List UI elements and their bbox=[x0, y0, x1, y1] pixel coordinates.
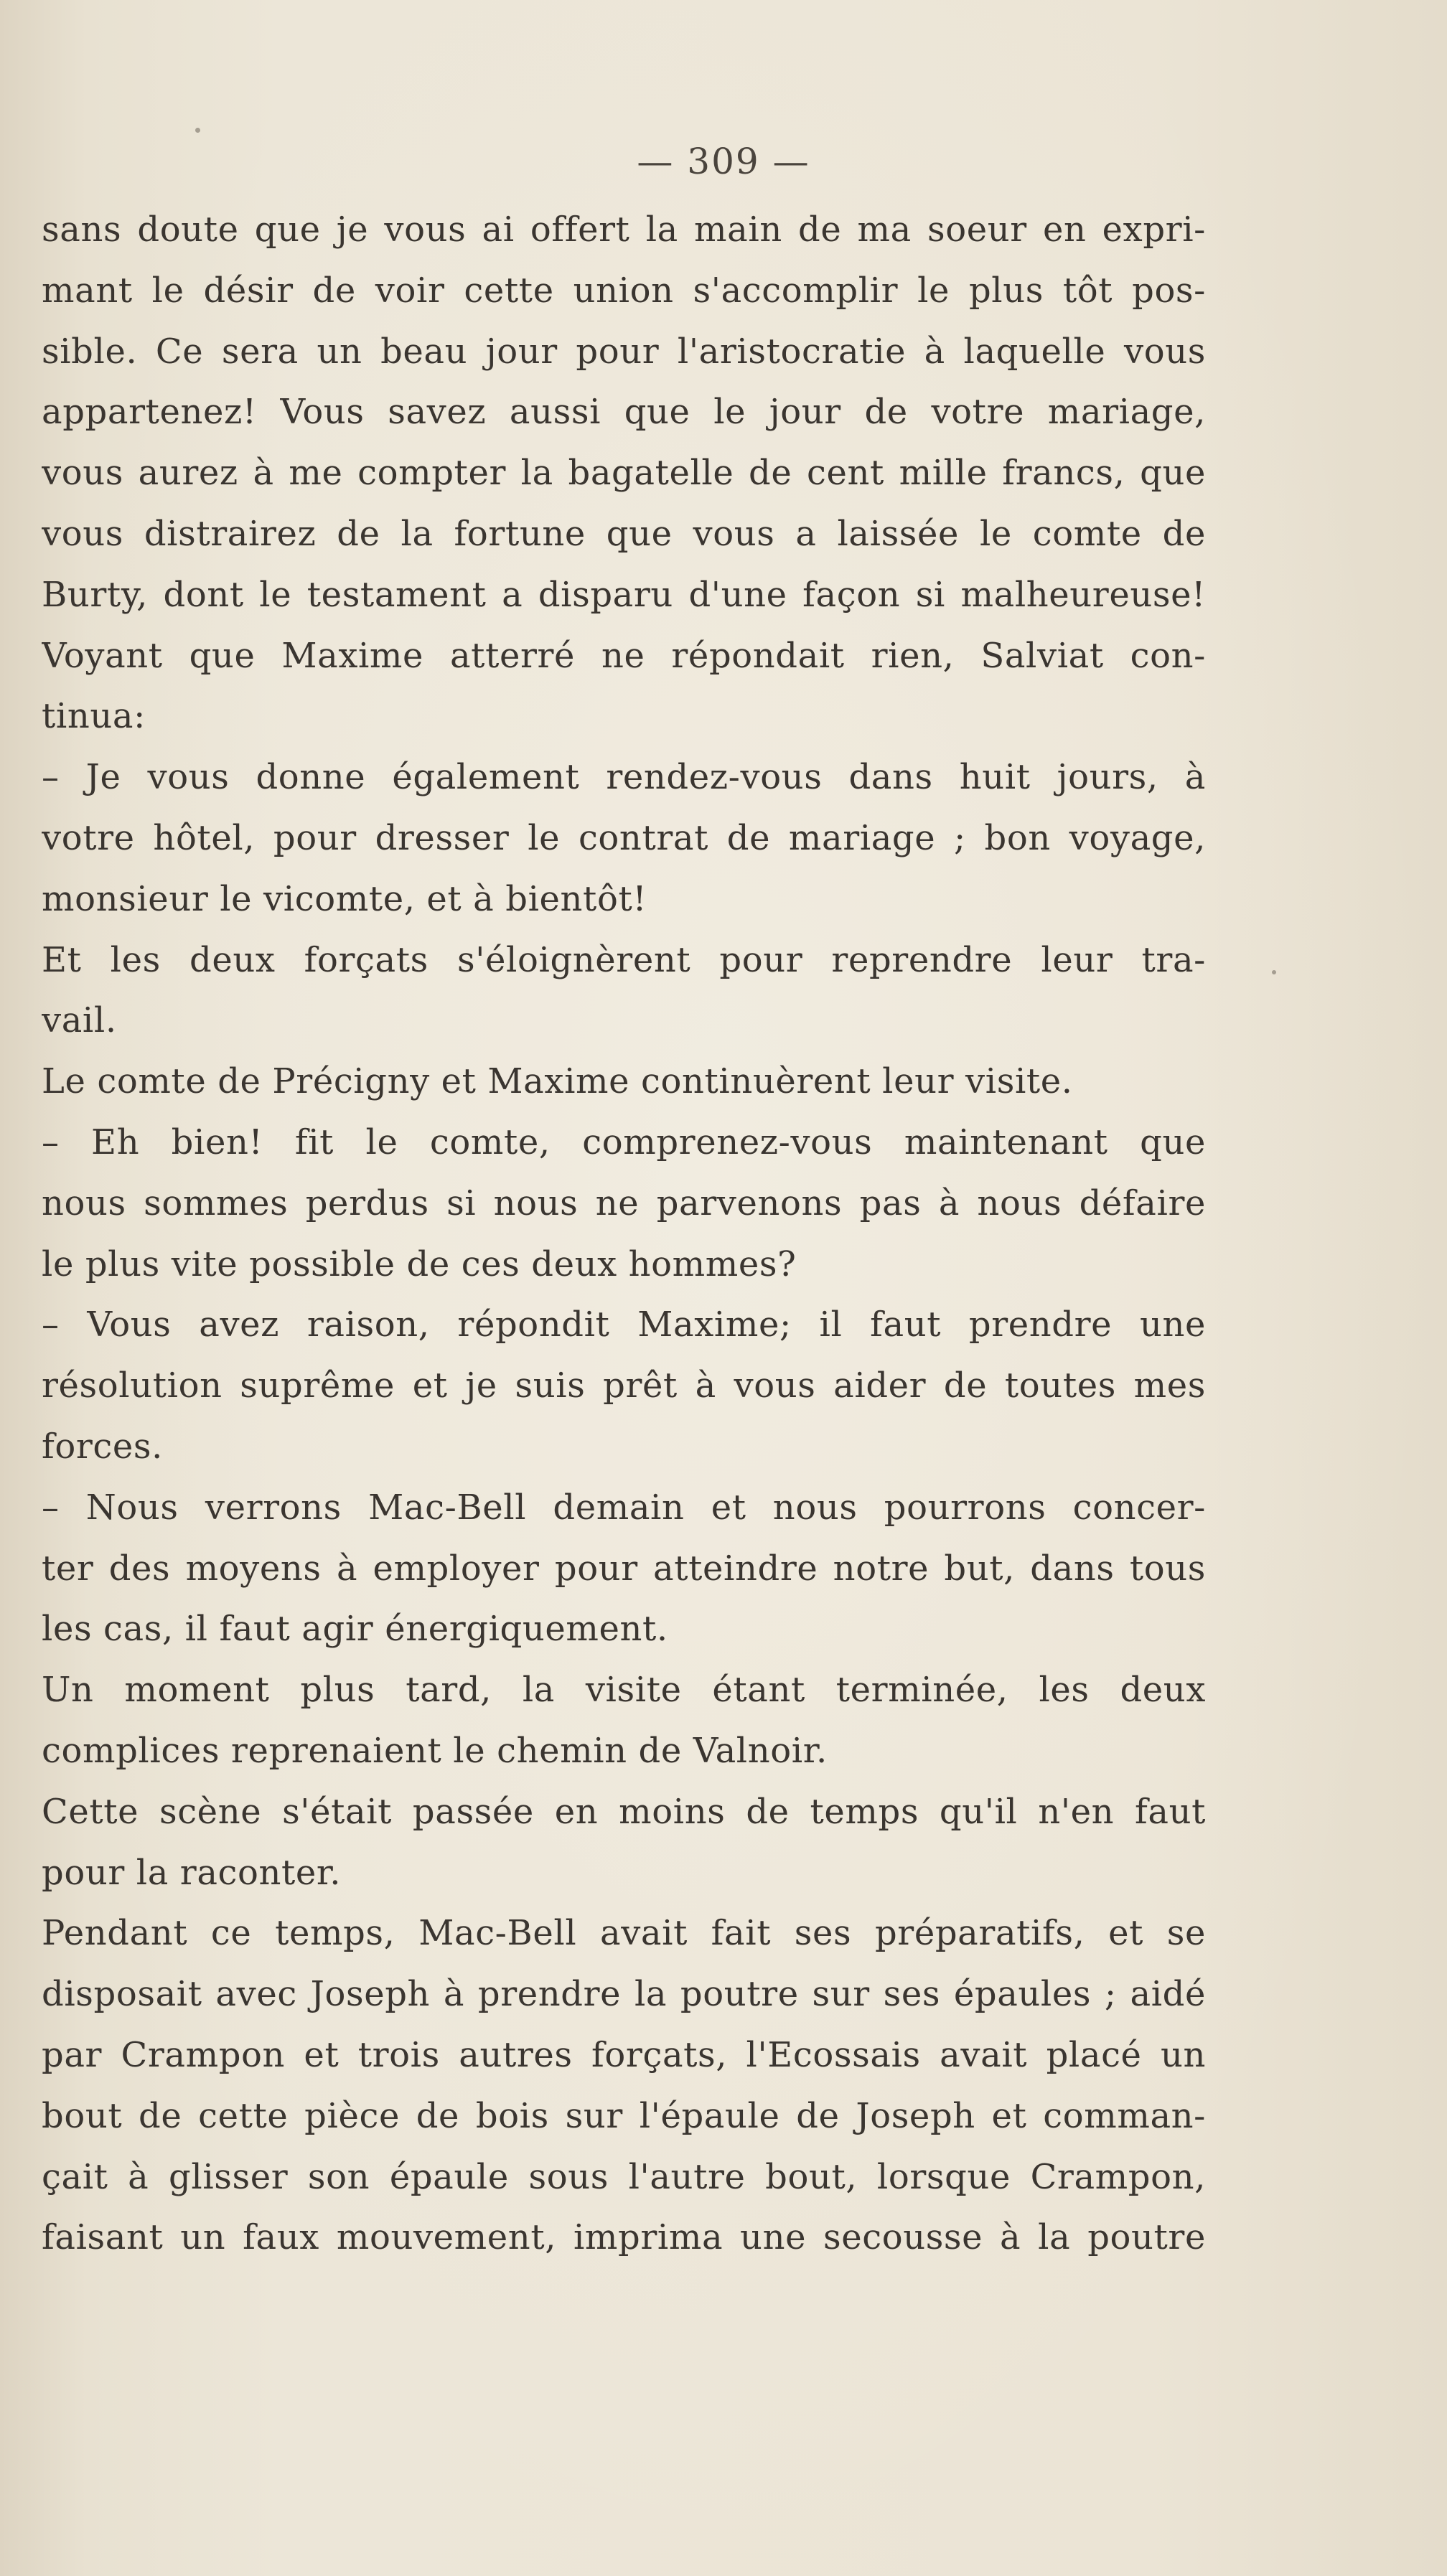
text-line: par Crampon et trois autres forçats, l'Ecossais avait placé un bbox=[42, 2034, 1206, 2075]
text-line: – Vous avez raison, répondit Maxime; il faut prendre une bbox=[42, 1305, 1206, 1345]
text-line: les cas, il faut agir énergiquement. bbox=[42, 1609, 668, 1650]
text-line: votre hôtel, pour dresser le contrat de mariage ; bon voyage, bbox=[42, 817, 1206, 858]
text-line: monsieur le vicomte, et à bientôt! bbox=[42, 878, 647, 919]
text-line: faisant un faux mouvement, imprima une secousse à la poutre bbox=[42, 2217, 1206, 2258]
text-line: mant le désir de voir cette union s'accomplir le plus tôt pos- bbox=[42, 270, 1206, 311]
text-line: Voyant que Maxime atterré ne répondait rien, Salviat con- bbox=[42, 635, 1206, 676]
text-line: sible. Ce sera un beau jour pour l'aristocratie à laquelle vous bbox=[42, 331, 1206, 372]
text-block bbox=[42, 199, 1206, 2268]
text-line: pour la raconter. bbox=[42, 1852, 342, 1893]
text-line: ter des moyens à employer pour atteindre notre but, dans tous bbox=[42, 1548, 1206, 1589]
text-line: nous sommes perdus si nous ne parvenons pas à nous défaire bbox=[42, 1183, 1206, 1223]
ink-speck bbox=[1272, 970, 1276, 974]
text-line: sans doute que je vous ai offert la main de ma soeur en expri- bbox=[42, 210, 1206, 250]
text-line: vous aurez à me compter la bagatelle de cent mille francs, que bbox=[42, 453, 1206, 494]
text-line: – Je vous donne également rendez-vous dans huit jours, à bbox=[42, 757, 1206, 798]
text-line: Le comte de Précigny et Maxime continuèrent leur visite. bbox=[42, 1061, 1073, 1102]
text-line: disposait avec Joseph à prendre la poutre sur ses épaules ; aidé bbox=[42, 1974, 1206, 2015]
text-line: çait à glisser son épaule sous l'autre bout, lorsque Crampon, bbox=[42, 2156, 1206, 2197]
text-line: appartenez! Vous savez aussi que le jour de votre mariage, bbox=[42, 392, 1206, 433]
text-line: Burty, dont le testament a disparu d'une façon si malheureuse! bbox=[42, 574, 1206, 615]
text-line: Un moment plus tard, la visite étant terminée, les deux bbox=[42, 1670, 1206, 1711]
text-line: le plus vite possible de ces deux hommes? bbox=[42, 1244, 797, 1284]
text-line: – Eh bien! fit le comte, comprenez-vous maintenant que bbox=[42, 1122, 1206, 1162]
text-line: forces. bbox=[42, 1426, 163, 1467]
page-number: — 309 — bbox=[637, 141, 810, 182]
text-line: Et les deux forçats s'éloignèrent pour reprendre leur tra- bbox=[42, 939, 1206, 980]
text-line: vail. bbox=[42, 1000, 117, 1041]
ink-speck bbox=[195, 128, 200, 133]
text-line: Pendant ce temps, Mac-Bell avait fait ses préparatifs, et se bbox=[42, 1913, 1206, 1954]
text-line: – Nous verrons Mac-Bell demain et nous pourrons concer- bbox=[42, 1487, 1206, 1528]
text-line: tinua: bbox=[42, 696, 146, 737]
text-line: résolution suprême et je suis prêt à vous aider de toutes mes bbox=[42, 1365, 1206, 1406]
text-line: Cette scène s'était passée en moins de temps qu'il n'en faut bbox=[42, 1791, 1206, 1832]
text-line: bout de cette pièce de bois sur l'épaule de Joseph et comman- bbox=[42, 2095, 1206, 2136]
text-line: vous distrairez de la fortune que vous a laissée le comte de bbox=[42, 513, 1206, 554]
text-line: complices reprenaient le chemin de Valnoir. bbox=[42, 1730, 828, 1771]
